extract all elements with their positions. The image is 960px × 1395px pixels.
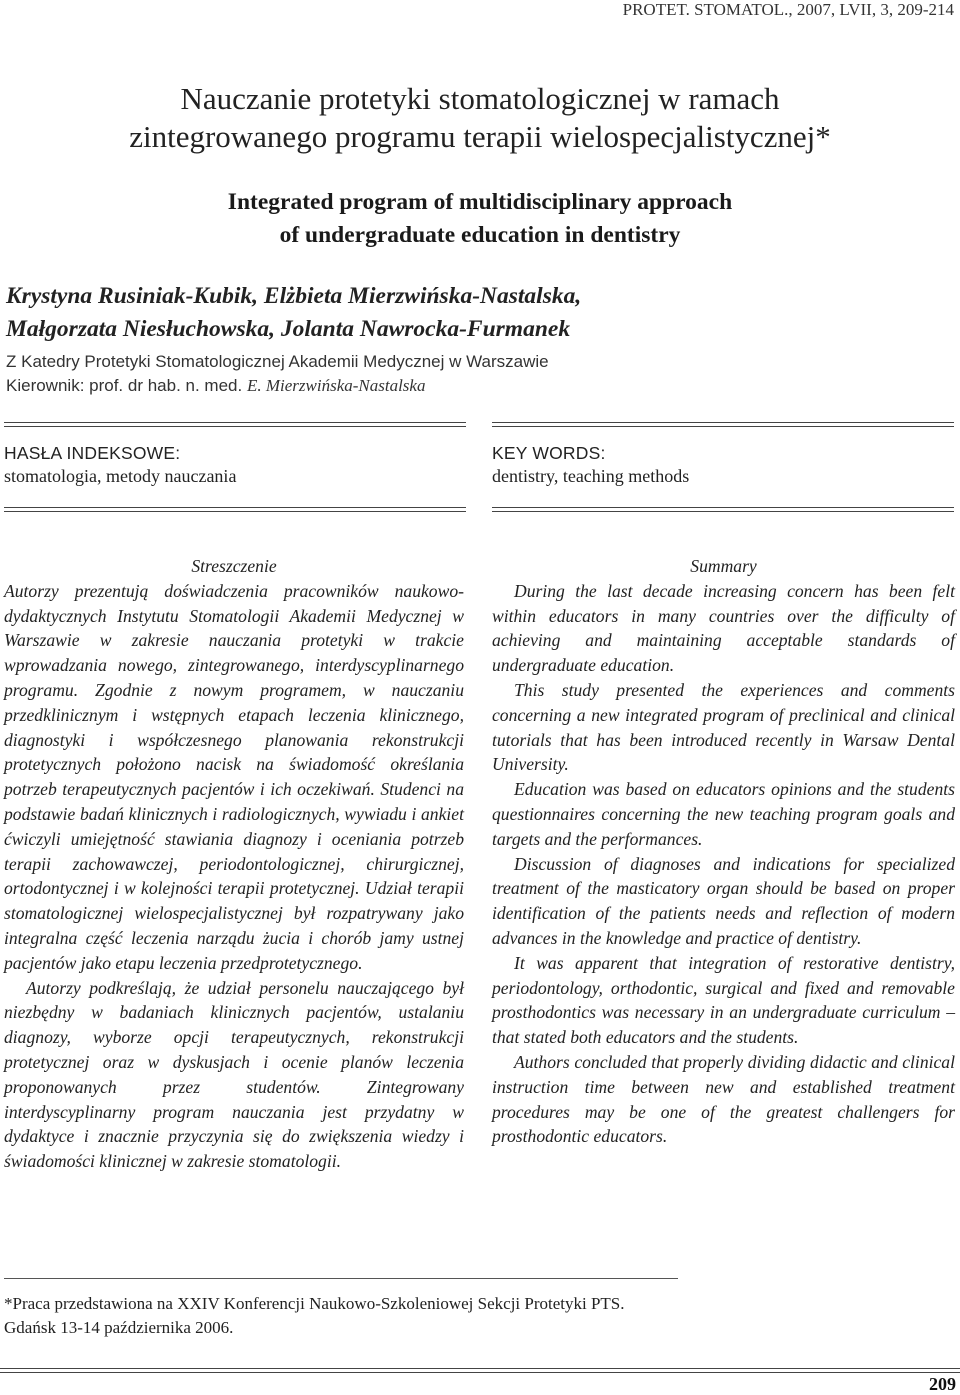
department-head bbox=[6, 374, 956, 398]
keywords-pl-label: HASŁA INDEKSOWE: bbox=[4, 443, 181, 463]
summary-paragraph: Education was based on educators opinions and the students questionnaires concerning the new teaching program goals and targets and the performances. bbox=[492, 779, 955, 849]
divider bbox=[4, 422, 466, 423]
keywords-en-label: KEY WORDS: bbox=[492, 443, 606, 463]
subtitle-line: of undergraduate education in dentistry bbox=[279, 222, 681, 248]
divider bbox=[492, 422, 954, 423]
abstract-paragraph: Autorzy prezentują doświadczenia pracowników naukowo-dydaktycznych Instytutu Stomatologii Akademii Medycznej w Warszawie w zakresie nauczania protetyki w trakcie wprowadzania nowego, zintegrowanego, interdyscyplinarnego programu. Zgodnie z nowym programem, w nauczaniu przedklinicznym i wstępnych etapach leczenia klinicznego, diagnostyki i współczesnego planowania rekonstrukcji protetycznych położono nacisk na świadomość określania potrzeb terapeutycznych pacjentów i ich oczekiwań. Studenci na podstawie badań klinicznych i radiologicznych, wywiadu i ankiet ćwiczyli umiejętność stawiania diagnozy i oceniania potrzeb terapii zachowawczej, periodontologicznej, chirurgicznej, ortodontycznej i w kolejności terapii protetycznej. Udział terapii stomatologicznej wielospecjalistycznej był rozpatrywany jako integralna część leczenia narządu żucia i chorób jamy ustnej pacjentów jako etapu leczenia przedprotetycznego. bbox=[4, 580, 464, 973]
head-prefix: Kierownik: prof. dr hab. n. med. bbox=[6, 376, 243, 395]
divider bbox=[4, 511, 466, 512]
divider bbox=[4, 426, 466, 427]
title-line: zintegrowanego programu terapii wielospecjalistycznej* bbox=[129, 119, 831, 154]
abstract-en bbox=[492, 554, 955, 1149]
authors-line: Krystyna Rusiniak-Kubik, Elżbieta Mierzwińska-Nastalska, bbox=[6, 283, 582, 309]
footnote-line: Gdańsk 13-14 października 2006. bbox=[4, 1318, 234, 1337]
page-divider bbox=[0, 1368, 960, 1369]
english-title bbox=[0, 186, 960, 252]
subtitle-line: Integrated program of multidisciplinary approach bbox=[227, 189, 733, 215]
summary-paragraph: It was apparent that integration of restorative dentistry, periodontology, orthodontic, surgical and fixed and removable prosthodontics was necessary in an undergraduate curriculum – that stated both educators and the students. bbox=[492, 952, 955, 1048]
abstract-paragraph: Autorzy podkreślają, że udział personelu nauczającego był niezbędny w badaniach klinicznych pacjentów, ustalaniu diagnozy, wyborze opcji terapeutycznych, rekonstrukcji protetycznej oraz w dyskusjach i ocenie planów leczenia proponowanych przez studentów. Zintegrowany interdyscyplinarny program nauczania jest przydatny w dydaktyce i znacznie przyczynia się do zwiększenia wiedzy i świadomości klinicznej w zakresie stomatologii. bbox=[4, 977, 464, 1172]
article-title bbox=[0, 80, 960, 156]
authors-line: Małgorzata Niesłuchowska, Jolanta Nawrocka-Furmanek bbox=[6, 316, 571, 342]
summary-paragraph: Authors concluded that properly dividing didactic and clinical instruction time between new and established treatment procedures may be one of the greatest challengers for prosthodontic educators. bbox=[492, 1051, 955, 1147]
summary-paragraph: This study presented the experiences and comments concerning a new integrated program of preclinical and clinical tutorials that has been introduced recently in Warsaw Dental University. bbox=[492, 679, 955, 775]
keywords-en-box bbox=[492, 422, 954, 512]
keywords-pl-value: stomatologia, metody nauczania bbox=[4, 466, 237, 486]
summary-paragraph: During the last decade increasing concern has been felt within educators in many countries over the difficulty of achieving and maintaining acceptable standards of undergraduate education. bbox=[492, 580, 955, 676]
footnote-divider bbox=[4, 1278, 678, 1279]
footnote bbox=[4, 1292, 904, 1340]
divider bbox=[4, 507, 466, 508]
summary-paragraph: Discussion of diagnoses and indications for specialized treatment of the masticatory organ should be based on proper identification of the patients needs and reflection of modern advances in the knowledge and practice of dentistry. bbox=[492, 853, 955, 948]
affiliation-block bbox=[6, 350, 956, 398]
divider bbox=[492, 426, 954, 427]
page-divider bbox=[0, 1372, 960, 1373]
keywords-en-value: dentistry, teaching methods bbox=[492, 466, 690, 486]
running-head: PROTET. STOMATOL., 2007, LVII, 3, 209-214 bbox=[622, 0, 954, 19]
author-list bbox=[6, 280, 956, 346]
abstract-pl bbox=[4, 554, 464, 1174]
footnote-line: *Praca przedstawiona na XXIV Konferencji Naukowo-Szkoleniowej Sekcji Protetyki PTS. bbox=[4, 1294, 625, 1313]
affiliation: Z Katedry Protetyki Stomatologicznej Akademii Medycznej w Warszawie bbox=[6, 352, 549, 371]
divider bbox=[492, 507, 954, 508]
title-line: Nauczanie protetyki stomatologicznej w ramach bbox=[180, 81, 780, 116]
abstract-pl-heading: Streszczenie bbox=[191, 556, 277, 576]
divider bbox=[492, 511, 954, 512]
head-name: E. Mierzwińska-Nastalska bbox=[246, 376, 426, 395]
keywords-pl-box bbox=[4, 422, 466, 512]
abstract-en-heading: Summary bbox=[690, 556, 757, 576]
page-number: 209 bbox=[929, 1374, 956, 1394]
